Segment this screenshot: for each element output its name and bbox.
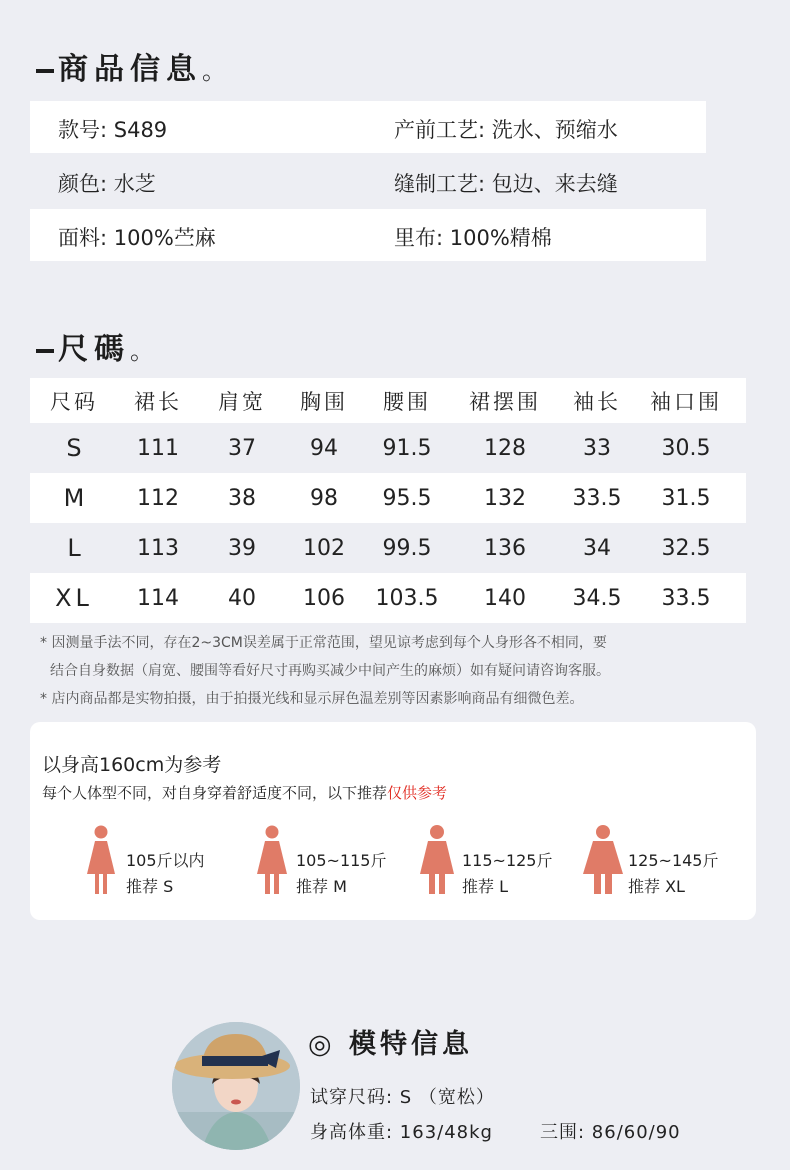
style-number: 款号: S489 [58,118,168,142]
figure-weight-xl: 125~145斤 [628,851,719,870]
figure-weight-m: 105~115斤 [296,851,387,870]
table-cell: 95.5 [382,485,432,511]
table-cell: 37 [228,435,256,461]
header-waist: 腰围 [383,389,431,414]
header-sleeve: 袖长 [573,389,621,414]
figure-large-icon [418,824,456,896]
table-cell: 114 [137,585,179,611]
table-cell: 102 [303,535,345,561]
size-table-header [30,378,746,423]
title-dash [36,69,54,73]
figure-recommend-l: 推荐 L [462,877,509,896]
header-size: 尺码 [50,389,98,414]
table-row [30,523,746,573]
table-row [30,573,746,623]
size-reference-card [30,722,756,920]
measurement-note-cont: 结合自身数据（肩宽、腰围等看好尺寸再购买减少中间产生的麻烦）如有疑问请咨询客服。 [50,663,610,679]
measurement-note: * 因测量手法不同，存在2~3CM误差属于正常范围，望见谅考虑到每个人身形各不相同，要 [40,635,607,651]
table-cell: 98 [310,485,338,511]
model-height-weight: 身高体重: 163/48kg [310,1122,493,1143]
model-size: 试穿尺码: S （宽松） [310,1087,495,1108]
model-photo [172,1022,300,1150]
table-cell: 40 [228,585,256,611]
product-info-title-text: 商品信息 [58,52,202,87]
info-row-3 [30,209,706,261]
info-row-1 [30,101,706,153]
table-cell: 136 [484,535,526,561]
figure-weight-s: 105斤以内 [126,851,205,870]
figure-medium-icon [254,824,290,896]
reference-subtitle-text: 每个人体型不同，对自身穿着舒适度不同，以下推荐 [42,784,388,802]
model-avatar [172,1022,300,1150]
title-dash [36,349,54,353]
figure-recommend-xl: 推荐 XL [628,877,685,896]
size-table [30,378,746,623]
table-cell: S [66,434,82,462]
fabric-info: 面料: 100%苎麻 [58,226,216,250]
sewing-process: 缝制工艺: 包边、来去缝 [394,172,618,196]
table-cell: 91.5 [382,435,432,461]
table-cell: 140 [484,585,526,611]
model-info-title: ◎ 模特信息 [308,1029,473,1060]
table-cell: 31.5 [661,485,711,511]
color-note: * 店内商品都是实物拍摄，由于拍摄光线和显示屏色温差别等因素影响商品有细微色差。 [40,691,584,707]
table-cell: XL [55,584,93,612]
table-cell: 33 [583,435,611,461]
table-cell: 32.5 [661,535,711,561]
table-cell: 38 [228,485,256,511]
reference-highlight: 仅供参考 [387,784,448,802]
table-cell: 111 [137,435,179,461]
product-info-title [36,44,232,88]
table-cell: 33.5 [661,585,711,611]
lining-info: 里布: 100%精棉 [394,226,552,250]
pre-production-process: 产前工艺: 洗水、预缩水 [394,118,618,142]
table-cell: 99.5 [382,535,432,561]
table-cell: 94 [310,435,338,461]
table-cell: 33.5 [572,485,622,511]
table-cell: 106 [303,585,345,611]
table-cell: 113 [137,535,179,561]
table-cell: 30.5 [661,435,711,461]
color-info: 颜色: 水芝 [58,172,156,196]
figure-slim-icon [84,824,118,896]
size-title [36,324,160,368]
header-length: 裙长 [134,389,182,414]
table-cell: 34 [583,535,611,561]
reference-subtitle [42,782,447,803]
table-cell: 103.5 [375,585,439,611]
model-measurements: 三围: 86/60/90 [540,1122,681,1143]
info-row-2 [30,155,706,207]
figure-xlarge-icon [582,824,624,896]
title-dot: 。 [202,57,232,85]
figure-weight-l: 115~125斤 [462,851,553,870]
title-dot: 。 [130,337,160,365]
table-row [30,473,746,523]
header-chest: 胸围 [300,389,348,414]
figure-recommend-s: 推荐 S [126,877,174,896]
table-cell: 132 [484,485,526,511]
table-cell: 39 [228,535,256,561]
table-cell: 112 [137,485,179,511]
figure-recommend-m: 推荐 M [296,877,347,896]
reference-title: 以身高160cm为参考 [42,754,222,776]
header-hem: 裙摆围 [469,389,541,414]
header-cuff: 袖口围 [650,389,722,414]
header-shoulder: 肩宽 [218,389,266,414]
table-cell: L [67,534,81,562]
table-row [30,423,746,473]
table-cell: M [63,484,85,512]
size-title-text: 尺碼 [58,332,130,367]
table-cell: 34.5 [572,585,622,611]
table-cell: 128 [484,435,526,461]
